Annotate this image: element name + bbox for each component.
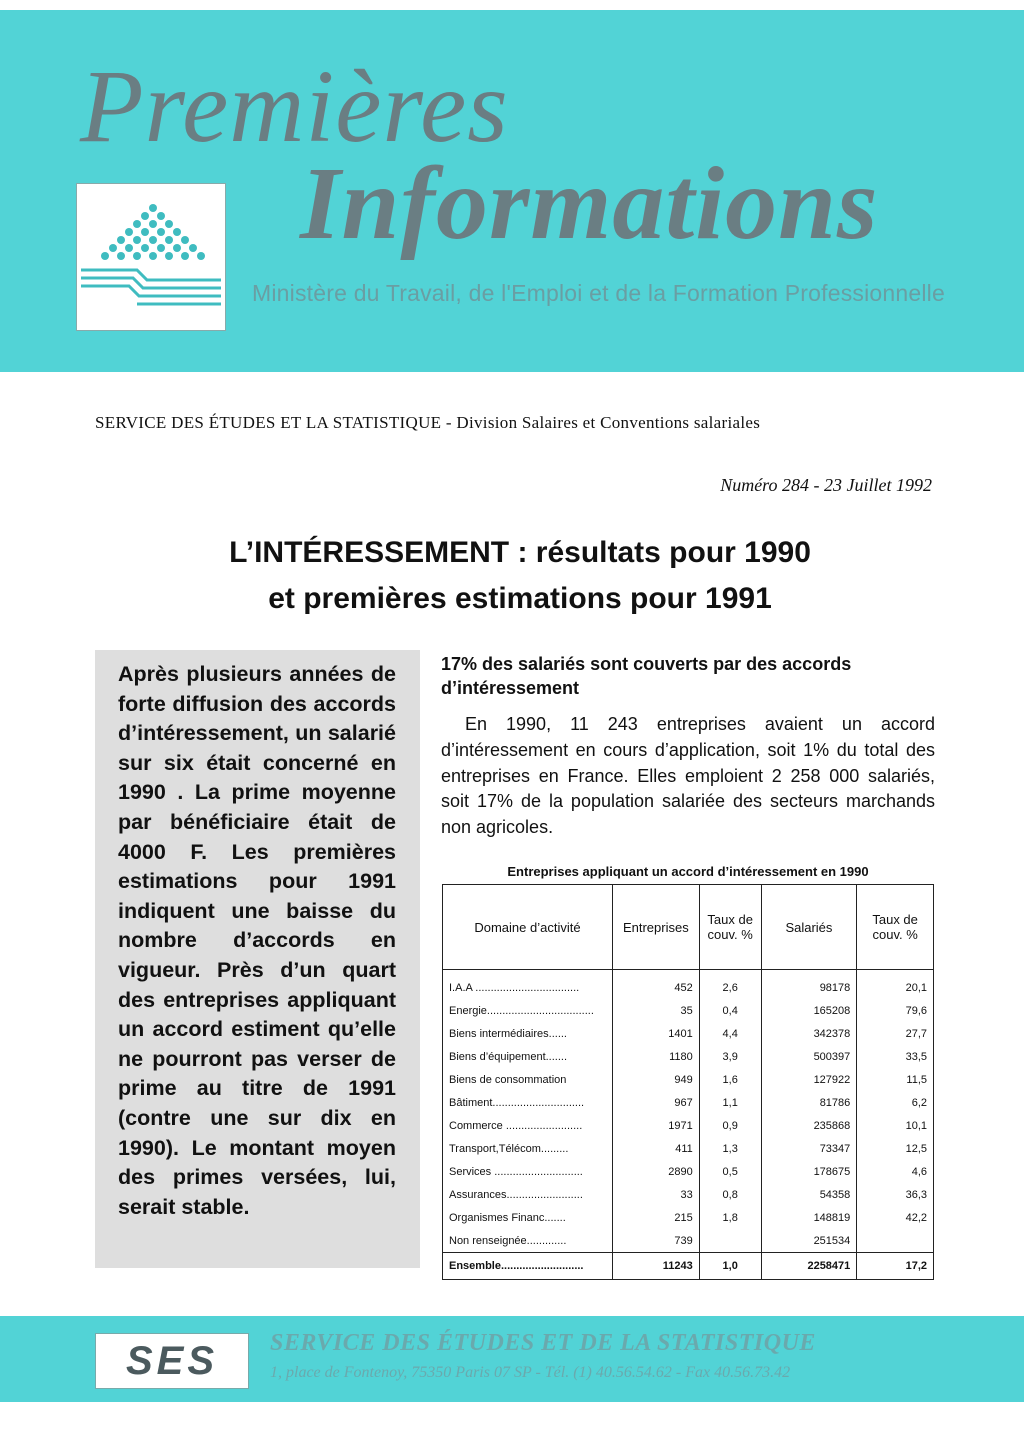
cell-employees: 73347 xyxy=(761,1137,857,1160)
table-row xyxy=(443,1068,934,1091)
cell-employees: 81786 xyxy=(761,1091,857,1114)
cell-employees: 178675 xyxy=(761,1160,857,1183)
cell-employees: 148819 xyxy=(761,1206,857,1229)
cell-rate1: 3,9 xyxy=(699,1045,761,1068)
table-header-row xyxy=(443,885,934,970)
body-paragraph: En 1990, 11 243 entreprises avaient un accord d’intéressement en cours d’application, soit 1% du total des entreprises en France. Elles emploient 2 258 000 salariés, soit 17% de la population salariée des secteurs marchands non agricoles. xyxy=(441,714,935,838)
cell-domain: Commerce ......................... xyxy=(443,1114,613,1137)
table-row xyxy=(443,1229,934,1253)
cell-domain: Services ............................. xyxy=(443,1160,613,1183)
cell-domain: Bâtiment.............................. xyxy=(443,1091,613,1114)
cell-rate1 xyxy=(699,1229,761,1253)
publication-title-line2: Informations xyxy=(300,146,879,261)
cell-domain: I.A.A .................................. xyxy=(443,970,613,1000)
cell-rate2: 36,3 xyxy=(857,1183,934,1206)
cell-companies: 967 xyxy=(612,1091,699,1114)
col-header-rate1: Taux de couv. % xyxy=(699,885,761,970)
ministry-name: Ministère du Travail, de l'Emploi et de la Formation Professionnelle xyxy=(252,280,945,306)
cell-domain: Organismes Financ....... xyxy=(443,1206,613,1229)
cell-domain: Biens d’équipement....... xyxy=(443,1045,613,1068)
ses-logo xyxy=(95,1333,249,1389)
cell-domain: Energie................................... xyxy=(443,999,613,1022)
col-header-domain: Domaine d’activité xyxy=(443,885,613,970)
cell-companies: 215 xyxy=(612,1206,699,1229)
cell-companies: 11243 xyxy=(612,1253,699,1280)
cell-rate2: 12,5 xyxy=(857,1137,934,1160)
cell-rate1: 0,9 xyxy=(699,1114,761,1137)
cell-employees: 500397 xyxy=(761,1045,857,1068)
cell-rate2: 6,2 xyxy=(857,1091,934,1114)
cell-domain: Biens de consommation xyxy=(443,1068,613,1091)
article-title xyxy=(130,530,910,622)
cell-domain: Transport,Télécom......... xyxy=(443,1137,613,1160)
cell-employees: 165208 xyxy=(761,999,857,1022)
cell-rate1: 4,4 xyxy=(699,1022,761,1045)
cell-rate1: 1,0 xyxy=(699,1253,761,1280)
table-row xyxy=(443,1022,934,1045)
cell-rate2: 17,2 xyxy=(857,1253,934,1280)
cell-employees: 98178 xyxy=(761,970,857,1000)
table-row xyxy=(443,999,934,1022)
cell-companies: 452 xyxy=(612,970,699,1000)
table-row xyxy=(443,1206,934,1229)
cell-rate1: 0,4 xyxy=(699,999,761,1022)
cell-companies: 949 xyxy=(612,1068,699,1091)
service-line xyxy=(95,413,935,433)
service-separator: - xyxy=(441,413,457,432)
cell-rate2: 20,1 xyxy=(857,970,934,1000)
table-row xyxy=(443,1137,934,1160)
cell-rate1: 1,1 xyxy=(699,1091,761,1114)
table-row xyxy=(443,1091,934,1114)
table-total-row xyxy=(443,1253,934,1280)
section-heading: 17% des salariés sont couverts par des accords d’intéressement xyxy=(441,654,852,698)
cell-rate1: 1,6 xyxy=(699,1068,761,1091)
table-row xyxy=(443,1160,934,1183)
cell-rate2 xyxy=(857,1229,934,1253)
cell-domain: Assurances......................... xyxy=(443,1183,613,1206)
cell-rate1: 1,3 xyxy=(699,1137,761,1160)
cell-companies: 1401 xyxy=(612,1022,699,1045)
abstract-text: Après plusieurs années de forte diffusion des accords d’intéressement, un salarié sur six était concerné en 1990 . La prime moyenne par bénéficiaire était de 4000 F. Les premières estimations pour 1991 indiquent une baisse du nombre d’accords en vigueur. Près d’un quart des entreprises appliquant un accord estiment qu’elle ne pourront pas verser de prime au titre de 1991 (contre une sur dix en 1990). Le montant moyen des primes versées, lui, serait stable. xyxy=(118,662,396,1219)
cell-employees: 235868 xyxy=(761,1114,857,1137)
cell-companies: 33 xyxy=(612,1183,699,1206)
table-row xyxy=(443,1045,934,1068)
cell-domain: Ensemble........................... xyxy=(443,1253,613,1280)
cell-companies: 1971 xyxy=(612,1114,699,1137)
table-row xyxy=(443,1114,934,1137)
cell-companies: 1180 xyxy=(612,1045,699,1068)
ses-logo-text: SES xyxy=(125,1338,219,1383)
cell-employees: 2258471 xyxy=(761,1253,857,1280)
service-name: SERVICE DES ÉTUDES ET LA STATISTIQUE xyxy=(95,413,442,432)
col-header-employees: Salariés xyxy=(761,885,857,970)
data-table xyxy=(442,884,934,1280)
article-title-line1: L’INTÉRESSEMENT : résultats pour 1990 xyxy=(229,536,811,569)
cell-employees: 342378 xyxy=(761,1022,857,1045)
footer-address: 1, place de Fontenoy, 75350 Paris 07 SP - Tél. (1) 40.56.54.62 - Fax 40.56.73.42 xyxy=(270,1364,791,1381)
cell-rate2: 42,2 xyxy=(857,1206,934,1229)
cell-employees: 127922 xyxy=(761,1068,857,1091)
cell-domain: Non renseignée............. xyxy=(443,1229,613,1253)
footer-service-title: SERVICE DES ÉTUDES ET DE LA STATISTIQUE xyxy=(270,1330,816,1356)
article-title-line2: et premières estimations pour 1991 xyxy=(268,582,772,615)
table-row xyxy=(443,1183,934,1206)
cell-companies: 2890 xyxy=(612,1160,699,1183)
col-header-rate2: Taux de couv. % xyxy=(857,885,934,970)
cell-employees: 251534 xyxy=(761,1229,857,1253)
issue-number-date: Numéro 284 - 23 Juillet 1992 xyxy=(720,475,932,495)
cell-companies: 35 xyxy=(612,999,699,1022)
division-name: Division Salaires et Conventions salariales xyxy=(456,413,761,432)
table-row xyxy=(443,970,934,1000)
cell-domain: Biens intermédiaires...... xyxy=(443,1022,613,1045)
cell-companies: 411 xyxy=(612,1137,699,1160)
pyramid-logo-icon xyxy=(76,183,226,331)
cell-rate1: 0,8 xyxy=(699,1183,761,1206)
cell-rate1: 1,8 xyxy=(699,1206,761,1229)
table-caption: Entreprises appliquant un accord d’intéressement en 1990 xyxy=(507,864,869,879)
cell-companies: 739 xyxy=(612,1229,699,1253)
cell-employees: 54358 xyxy=(761,1183,857,1206)
cell-rate2: 10,1 xyxy=(857,1114,934,1137)
cell-rate2: 11,5 xyxy=(857,1068,934,1091)
cell-rate1: 0,5 xyxy=(699,1160,761,1183)
publication-title-line1: Premières xyxy=(80,49,509,164)
cell-rate2: 27,7 xyxy=(857,1022,934,1045)
cell-rate2: 4,6 xyxy=(857,1160,934,1183)
cell-rate2: 33,5 xyxy=(857,1045,934,1068)
col-header-companies: Entreprises xyxy=(612,885,699,970)
cell-rate2: 79,6 xyxy=(857,999,934,1022)
cell-rate1: 2,6 xyxy=(699,970,761,1000)
